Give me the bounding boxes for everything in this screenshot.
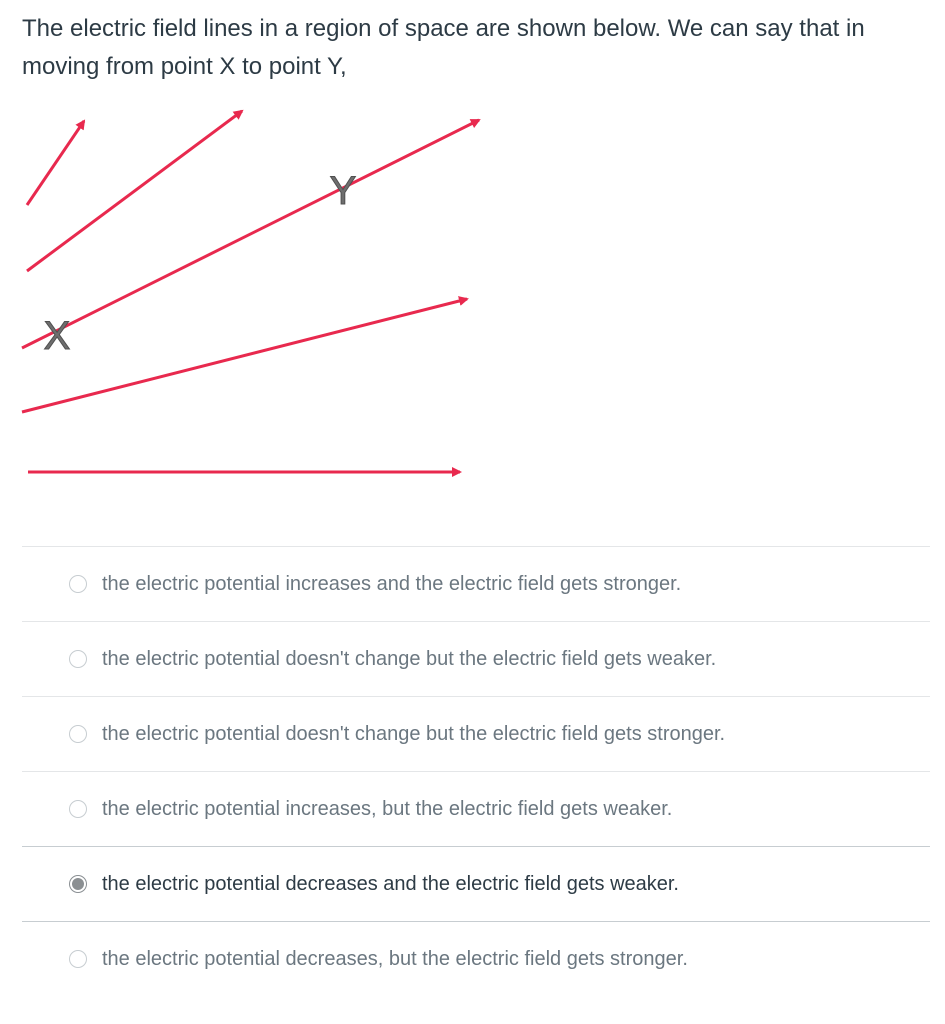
- radio-button-3[interactable]: [69, 725, 87, 743]
- answer-label-1: the electric potential increases and the electric field gets stronger.: [102, 572, 682, 595]
- answer-option-2[interactable]: [22, 622, 930, 697]
- answer-option-4[interactable]: [22, 772, 930, 847]
- answer-label-3: the electric potential doesn't change but the electric field gets stronger.: [102, 722, 726, 745]
- field-line-2: [27, 111, 242, 271]
- point-y-label: Y: [329, 169, 357, 213]
- answer-list: [22, 546, 930, 996]
- answer-option-1[interactable]: [22, 547, 930, 622]
- answer-option-3[interactable]: [22, 697, 930, 772]
- radio-button-5[interactable]: [69, 875, 87, 893]
- answer-label-2: the electric potential doesn't change but the electric field gets weaker.: [102, 647, 717, 670]
- point-x-label: X: [43, 314, 71, 358]
- answer-option-6[interactable]: [22, 922, 930, 996]
- radio-button-2[interactable]: [69, 650, 87, 668]
- radio-button-6[interactable]: [69, 950, 87, 968]
- field-lines: [22, 111, 479, 472]
- answer-label-6: the electric potential decreases, but the electric field gets stronger.: [102, 947, 688, 970]
- answer-option-5[interactable]: [22, 846, 930, 922]
- radio-button-1[interactable]: [69, 575, 87, 593]
- field-line-1: [27, 121, 84, 205]
- answer-label-5: the electric potential decreases and the electric field gets weaker.: [102, 872, 679, 895]
- radio-button-4[interactable]: [69, 800, 87, 818]
- answer-label-4: the electric potential increases, but the electric field gets weaker.: [102, 797, 673, 820]
- question-text: The electric field lines in a region of space are shown below. We can say that in moving from point X to point Y,: [22, 15, 865, 80]
